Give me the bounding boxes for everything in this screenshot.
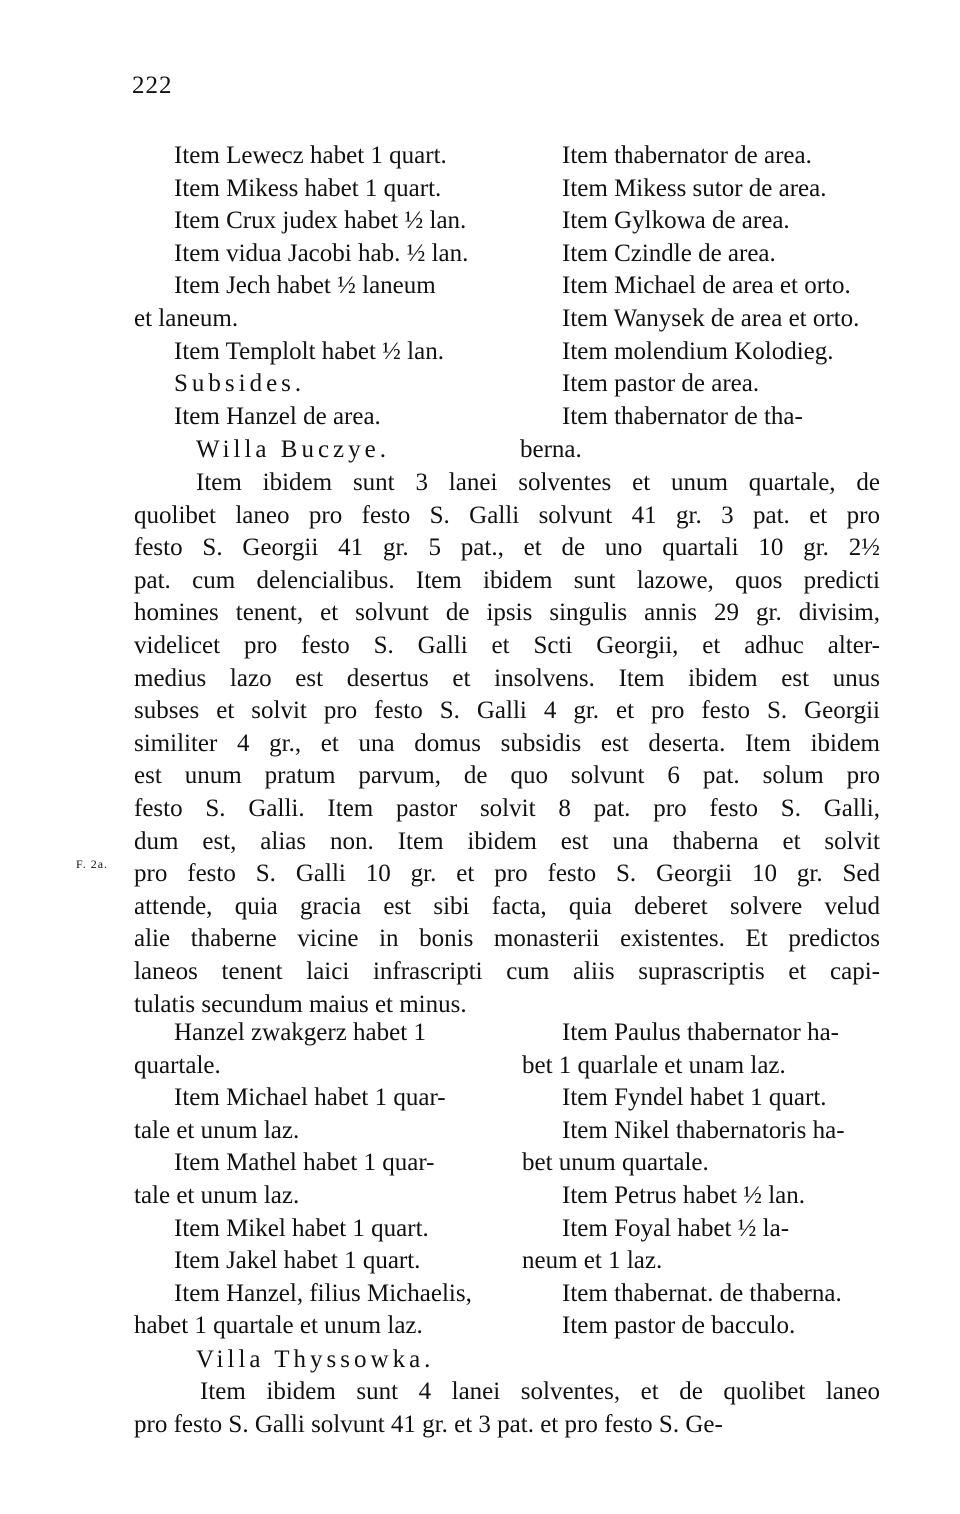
entry-line: Item Nikel thabernatoris ha- <box>562 1116 845 1144</box>
entry-line: Item Czindle de area. <box>562 239 776 267</box>
paragraph-line: quolibet laneo pro festo S. Galli solvunt 41 gr. 3 pat. et pro <box>134 501 880 529</box>
entry-line: neum et 1 laz. <box>522 1247 663 1275</box>
entry-line: bet 1 quarlale et unam laz. <box>522 1051 786 1079</box>
paragraph-line: dum est, alias non. Item ibidem est una thaberna et solvit <box>134 827 880 855</box>
entry-line: Hanzel zwakgerz habet 1 <box>174 1019 426 1046</box>
page-number: 222 <box>132 72 173 99</box>
paragraph-line: Item ibidem sunt 3 lanei solventes et unum quartale, de <box>196 469 880 496</box>
entry-line: Item Michael habet 1 quar- <box>174 1084 446 1112</box>
paragraph-line: pro festo S. Galli solvunt 41 gr. et 3 pat. et pro festo S. Ge- <box>134 1410 723 1438</box>
paragraph-line: videlicet pro festo S. Galli et Scti Georgii, et adhuc alter- <box>134 631 880 659</box>
entry-line: Item thabernator de area. <box>562 142 812 169</box>
entry-line: Item Gylkowa de area. <box>562 207 790 235</box>
paragraph-line: similiter 4 gr., et una domus subsidis est deserta. Item ibidem <box>134 729 880 757</box>
entry-line: Item Lewecz habet 1 quart. <box>174 142 447 169</box>
entry-line: Item pastor de bacculo. <box>562 1312 796 1340</box>
entry-line: Item molendium Kolodieg. <box>562 337 834 365</box>
closing-paragraph <box>134 1376 880 1441</box>
entry-line: Item Paulus thabernator ha- <box>562 1019 839 1046</box>
entry-line: habet 1 quartale et unum laz. <box>134 1312 423 1340</box>
paragraph-line: pro festo S. Galli 10 gr. et pro festo S. Georgii 10 gr. Sed <box>134 860 880 888</box>
entry-line: tale et unum laz. <box>134 1116 300 1144</box>
entry-line: Subsides. <box>174 370 306 398</box>
paragraph-line: est unum pratum parvum, de quo solvunt 6 pat. solum pro <box>134 762 880 790</box>
margin-note: F. 2a. <box>76 857 109 871</box>
paragraph-line: homines tenent, et solvunt de ipsis singulis annis 29 gr. divisim, <box>134 599 880 627</box>
entry-line: Item Hanzel, filius Michaelis, <box>174 1279 472 1307</box>
paragraph-line: medius lazo est desertus et insolvens. Item ibidem est unus <box>134 664 880 692</box>
paragraph-line: attende, quia gracia est sibi facta, quia deberet solvere velud <box>134 892 880 920</box>
main-paragraph <box>134 467 880 1021</box>
section1-left-column <box>134 140 494 433</box>
entry-line: et laneum. <box>134 304 239 332</box>
entry-line: Item Fyndel habet 1 quart. <box>562 1084 827 1112</box>
entry-line: Item Foyal habet ½ la- <box>562 1214 790 1242</box>
paragraph-line: Item ibidem sunt 4 lanei solventes, et de quolibet laneo <box>200 1378 880 1405</box>
entry-line: tale et unum laz. <box>134 1181 300 1209</box>
entry-line: Item Mathel habet 1 quar- <box>174 1149 435 1177</box>
villa-heading-buczye: Willa Buczye. <box>196 436 390 463</box>
section1-right-column <box>562 140 880 433</box>
entry-line: bet unum quartale. <box>522 1149 709 1177</box>
entry-line: Item Petrus habet ½ lan. <box>562 1181 805 1209</box>
entry-line: Item Templolt habet ½ lan. <box>174 337 444 365</box>
entry-line: Item Jech habet ½ laneum <box>174 272 436 300</box>
entry-line: Item Mikel habet 1 quart. <box>174 1214 429 1242</box>
entry-line: Item vidua Jacobi hab. ½ lan. <box>174 239 469 267</box>
entry-line: Item pastor de area. <box>562 370 760 398</box>
paragraph-line: festo S. Georgii 41 gr. 5 pat., et de uno quartali 10 gr. 2½ <box>134 534 880 562</box>
entry-line: Item Jakel habet 1 quart. <box>174 1247 421 1275</box>
paragraph-line: alie thaberne vicine in bonis monasterii existentes. Et predictos <box>134 925 880 953</box>
paragraph-line: tulatis secundum maius et minus. <box>134 990 467 1018</box>
entry-line: Item Mikess sutor de area. <box>562 174 827 202</box>
right-column-continuation: berna. <box>520 436 582 463</box>
entry-line: Item thabernator de tha- <box>562 402 803 430</box>
section2-right-column <box>522 1017 880 1343</box>
paragraph-line: laneos tenent laici infrascripti cum aliis suprascriptis et capi- <box>134 957 880 985</box>
entry-line: Item Michael de area et orto. <box>562 272 851 300</box>
entry-line: Item Mikess habet 1 quart. <box>174 174 442 202</box>
entry-line: Item Wanysek de area et orto. <box>562 304 860 332</box>
entry-line: quartale. <box>134 1051 221 1079</box>
paragraph-line: festo S. Galli. Item pastor solvit 8 pat. pro festo S. Galli, <box>134 794 880 822</box>
entry-line: Item Crux judex habet ½ lan. <box>174 207 467 235</box>
paragraph-line: pat. cum delencialibus. Item ibidem sunt lazowe, quos predicti <box>134 566 880 594</box>
entry-line: Item Hanzel de area. <box>174 402 381 430</box>
villa-heading-thyssowka: Villa Thyssowka. <box>196 1346 435 1373</box>
section2-left-column <box>134 1017 496 1343</box>
entry-line: Item thabernat. de thaberna. <box>562 1279 842 1307</box>
paragraph-line: subses et solvit pro festo S. Galli 4 gr. et pro festo S. Georgii <box>134 697 880 725</box>
